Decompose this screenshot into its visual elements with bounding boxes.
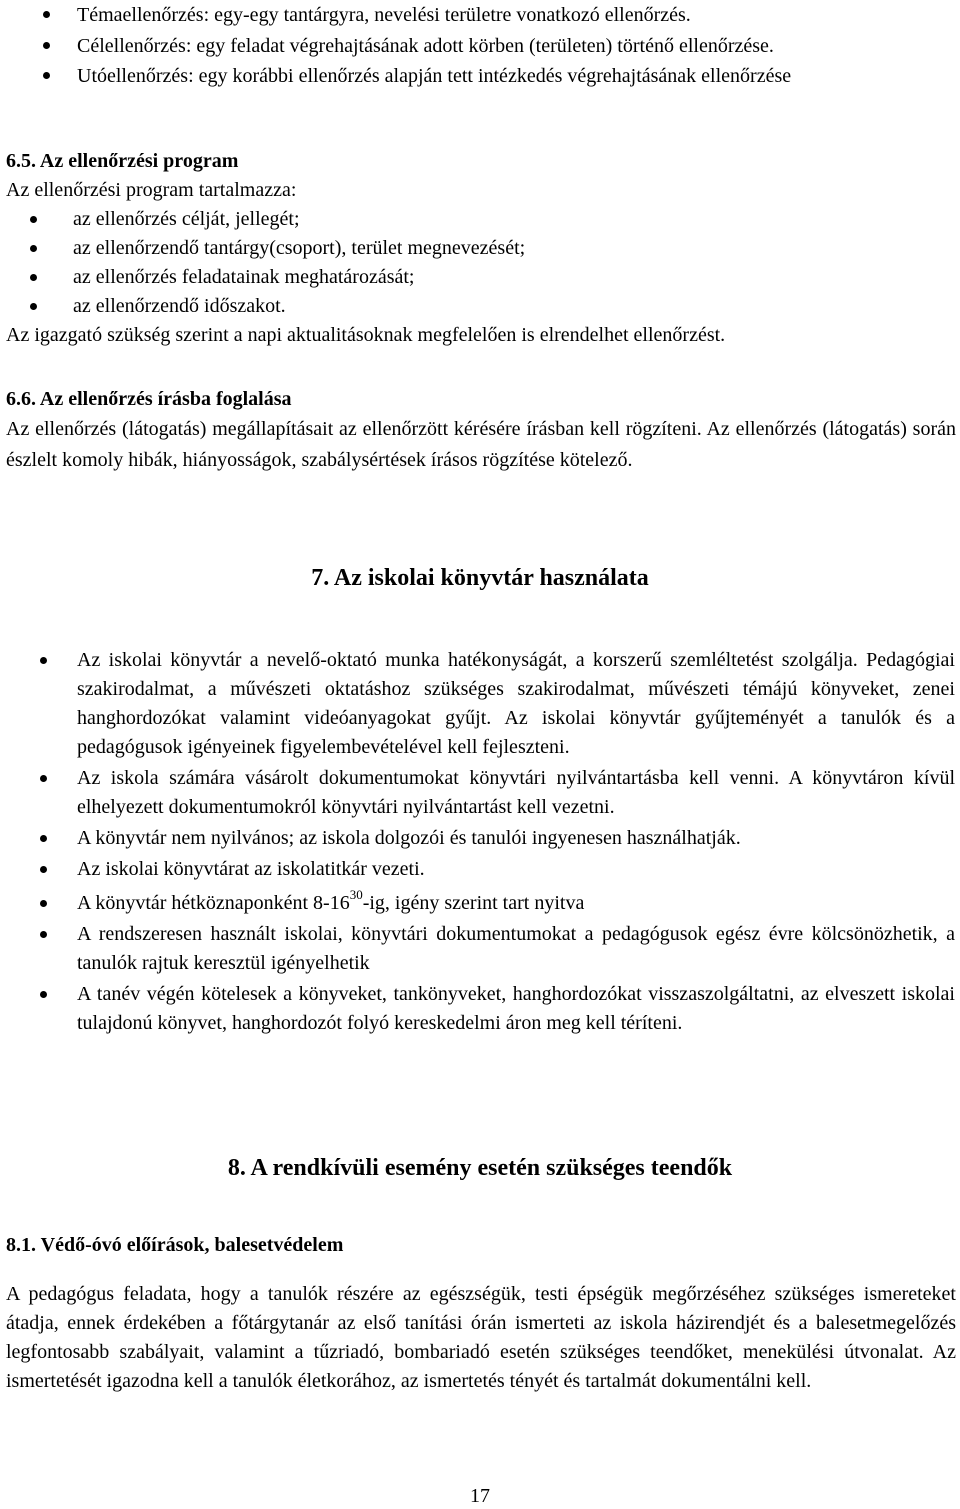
section-6-5 xyxy=(6,147,956,350)
list-item: A tanév végén kötelesek a könyveket, tankönyveket, hanghordozókat visszaszolgáltatni, az elveszett iskolai tulajdonú könyvet, hanghordozót folyó kereskedelmi áron meg kell téríteni. xyxy=(0,980,955,1038)
section-intro: Az ellenőrzési program tartalmazza: xyxy=(6,179,297,201)
list-item: az ellenőrzendő időszakot. xyxy=(0,292,956,321)
page-number: 17 xyxy=(470,1485,490,1507)
chapter-7-title-wrap xyxy=(0,561,960,595)
list-item: az ellenőrzés feladatainak meghatározását; xyxy=(0,263,956,292)
list-item: az ellenőrzés célját, jellegét; xyxy=(0,205,956,234)
section-closing: Az igazgató szükség szerint a napi aktualitásoknak megfelelően is elrendelhet ellenőrzést. xyxy=(6,324,726,346)
list-item: Célellenőrzés: egy feladat végrehajtásának adott körben (területen) történő ellenőrzése. xyxy=(0,31,955,62)
list-item: Az iskolai könyvtár a nevelő-oktató munka hatékonyságát, a korszerű szemléltetést szolgálja. Pedagógiai szakirodalmat, a művészeti oktatáshoz szükséges szakirodalmat, művészeti témájú könyveket, zenei hanghordozókat valamint videóanyagokat gyűjt. Az iskolai könyvtár gyűjteményét a tanulók és a pedagógusok igényeinek figyelembevételével kell fejleszteni. xyxy=(0,646,955,762)
list-item: Az iskolai könyvtárat az iskolatitkár vezeti. xyxy=(0,855,955,884)
chapter-7-list xyxy=(0,646,955,1038)
list-item-hours xyxy=(0,889,955,918)
section-6-6 xyxy=(6,385,956,476)
section-text: Az ellenőrzés (látogatás) megállapításait az ellenőrzött kérésére írásban kell rögzíteni. Az ellenőrzés (látogatás) során észlelt komoly hibák, hiányosságok, szabálysértések írásos rögzítése kötelező. xyxy=(6,418,956,471)
hours-text: A könyvtár hétköznaponként 8-16 xyxy=(77,892,350,914)
list-item: Utóellenőrzés: egy korábbi ellenőrzés alapján tett intézkedés végrehajtásának ellenőrzése xyxy=(0,61,955,92)
chapter-8-title-wrap xyxy=(0,1151,960,1185)
hours-text-end: -ig, igény szerint tart nyitva xyxy=(362,892,585,914)
section-heading: 6.5. Az ellenőrzési program xyxy=(6,150,239,172)
list-item: A rendszeresen használt iskolai, könyvtári dokumentumokat a pedagógusok egész évre kölcsönözhetik, a tanulók rajtuk keresztül igényelhetik xyxy=(0,920,955,978)
hours-superscript: 30 xyxy=(349,887,363,903)
section-6-4-list xyxy=(0,0,955,92)
list-item: Témaellenőrzés: egy-egy tantárgyra, nevelési területre vonatkozó ellenőrzés. xyxy=(0,0,955,31)
section-heading: 6.6. Az ellenőrzés írásba foglalása xyxy=(6,388,292,410)
section-text: A pedagógus feladata, hogy a tanulók részére az egészségük, testi épségük megőrzéséhez szükséges ismereteket átadja, ennek érdekében a főtárgytanár az első tanítási órán ismerteti az iskola házirendjét és a balesetmegelőzés legfontosabb szabályait, valamint a tűzriadó, bombariadó esetén szükséges teendőket, menekülési útvonalat. Az ismertetését igazodna kell a tanulók életkorához, az ismertetés tényét és tartalmát dokumentálni kell. xyxy=(6,1283,956,1392)
section-8-1 xyxy=(6,1231,956,1396)
list-item: az ellenőrzendő tantárgy(csoport), terület megnevezését; xyxy=(0,234,956,263)
section-heading: 8.1. Védő-óvó előírások, balesetvédelem xyxy=(6,1234,344,1256)
list-item: A könyvtár nem nyilvános; az iskola dolgozói és tanulói ingyenesen használhatják. xyxy=(0,824,955,853)
chapter-title: 7. Az iskolai könyvtár használata xyxy=(311,565,649,591)
chapter-title: 8. A rendkívüli esemény esetén szükséges teendők xyxy=(227,1155,733,1181)
list-item: Az iskola számára vásárolt dokumentumokat könyvtári nyilvántartásba kell venni. A könyvtáron kívül elhelyezett dokumentumokról könyvtári nyilvántartást kell vezetni. xyxy=(0,764,955,822)
